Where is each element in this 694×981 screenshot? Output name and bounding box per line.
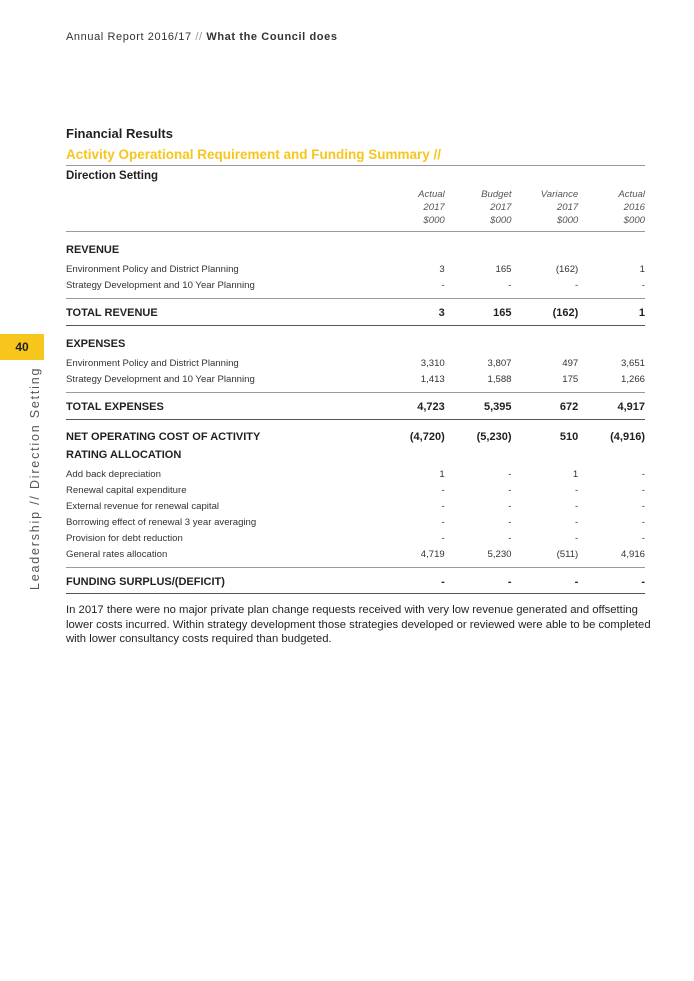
commentary-paragraph: In 2017 there were no major private plan change requests received with very low revenue generated and offsetting lower costs incurred. Within strategy development those strategies developed or reviewed were able to be completed with lower consultancy costs required than budgeted.: [66, 604, 651, 645]
row-value: 4,916: [578, 547, 645, 568]
table-row: [66, 483, 645, 499]
report-title: Annual Report 2016/17: [66, 31, 192, 43]
side-section-label: Leadership // Direction Setting: [28, 366, 42, 590]
row-value: 5,230: [445, 547, 512, 568]
total-value: 4,917: [578, 393, 645, 420]
row-label: Strategy Development and 10 Year Planning: [66, 278, 378, 299]
funding-surplus-row: [66, 568, 645, 594]
funding-value: -: [445, 568, 512, 594]
row-value: -: [441, 517, 445, 528]
column-unit: $000: [578, 214, 645, 232]
net-operating-label: NET OPERATING COST OF ACTIVITY: [66, 431, 261, 443]
column-year: 2016: [623, 202, 645, 213]
row-value: -: [641, 517, 645, 528]
row-value: 3,807: [487, 358, 512, 369]
row-label: Strategy Development and 10 Year Planning: [66, 372, 378, 393]
total-value: (162): [512, 299, 579, 326]
total-value: 3: [378, 299, 445, 326]
row-value: -: [578, 278, 645, 299]
row-value: -: [512, 278, 579, 299]
row-value: -: [575, 517, 579, 528]
financial-summary: [66, 126, 645, 594]
net-operating-value: (5,230): [476, 431, 512, 443]
column-label: Variance: [540, 189, 579, 200]
table-row: [66, 356, 645, 372]
row-value: -: [641, 501, 645, 512]
row-value: 497: [562, 358, 579, 369]
net-operating-value: (4,916): [610, 431, 645, 443]
column-label-row: [66, 186, 645, 201]
row-value: 3,651: [620, 358, 645, 369]
expenses-heading: EXPENSES: [66, 338, 126, 350]
financial-results-heading: Financial Results: [66, 126, 173, 141]
table-row: [66, 262, 645, 278]
activity-summary-heading: Activity Operational Requirement and Funding Summary //: [66, 147, 645, 166]
group-heading: Direction Setting: [66, 170, 159, 182]
row-label: Environment Policy and District Planning: [66, 264, 239, 275]
row-label: External revenue for renewal capital: [66, 501, 220, 512]
row-value: 165: [495, 264, 512, 275]
column-year: 2017: [490, 202, 512, 213]
column-unit: $000: [445, 214, 512, 232]
table-row: [66, 467, 645, 483]
row-value: 3: [439, 264, 445, 275]
total-revenue-row: [66, 299, 645, 326]
row-value: 1: [439, 469, 445, 480]
revenue-heading: REVENUE: [66, 244, 120, 256]
row-value: -: [441, 533, 445, 544]
row-value: -: [441, 485, 445, 496]
rating-heading-row: [66, 445, 645, 467]
summary-table: [66, 186, 645, 594]
section-title: What the Council does: [206, 31, 338, 43]
row-label: General rates allocation: [66, 547, 378, 568]
row-value: -: [508, 517, 512, 528]
row-value: (511): [512, 547, 579, 568]
expenses-heading-row: [66, 326, 645, 357]
column-year: 2017: [423, 202, 445, 213]
row-value: -: [641, 485, 645, 496]
page-number: 40: [15, 340, 29, 354]
row-value: -: [575, 501, 579, 512]
column-year-row: [66, 201, 645, 214]
row-value: (162): [555, 264, 579, 275]
column-unit: $000: [512, 214, 579, 232]
rating-heading: RATING ALLOCATION: [66, 449, 182, 461]
funding-value: -: [578, 568, 645, 594]
net-operating-value: 510: [559, 431, 579, 443]
row-value: 4,719: [378, 547, 445, 568]
column-unit: $000: [378, 214, 445, 232]
row-value: -: [641, 533, 645, 544]
total-value: 4,723: [378, 393, 445, 420]
total-value: 672: [512, 393, 579, 420]
net-operating-row: [66, 420, 645, 446]
column-unit-row: [66, 214, 645, 232]
column-label: Actual: [618, 189, 645, 200]
funding-value: -: [512, 568, 579, 594]
total-label: TOTAL REVENUE: [66, 299, 378, 326]
table-row: [66, 499, 645, 515]
row-value: 1: [572, 469, 579, 480]
row-value: -: [378, 278, 445, 299]
total-value: 165: [445, 299, 512, 326]
table-row: [66, 515, 645, 531]
row-value: 1,588: [445, 372, 512, 393]
row-value: -: [575, 485, 579, 496]
column-year: 2017: [556, 202, 579, 213]
row-value: 3,310: [420, 358, 445, 369]
running-header: [66, 31, 338, 43]
row-value: -: [575, 533, 579, 544]
total-label: TOTAL EXPENSES: [66, 393, 378, 420]
funding-label: FUNDING SURPLUS/(DEFICIT): [66, 568, 378, 594]
revenue-heading-row: [66, 232, 645, 263]
row-value: -: [508, 533, 512, 544]
funding-value: -: [378, 568, 445, 594]
row-value: -: [508, 501, 512, 512]
row-value: 1: [639, 264, 645, 275]
column-label: Actual: [418, 189, 445, 200]
column-label: Budget: [481, 189, 512, 200]
row-value: -: [641, 469, 645, 480]
row-value: 1,266: [578, 372, 645, 393]
table-row: [66, 531, 645, 547]
row-label: Environment Policy and District Planning: [66, 358, 239, 369]
total-expenses-row: [66, 393, 645, 420]
total-value: 5,395: [445, 393, 512, 420]
row-value: -: [441, 501, 445, 512]
total-value: 1: [578, 299, 645, 326]
row-label: Provision for debt reduction: [66, 533, 183, 544]
row-value: -: [445, 278, 512, 299]
table-row: [66, 547, 645, 568]
row-value: -: [508, 485, 512, 496]
row-value: 175: [512, 372, 579, 393]
table-row: [66, 372, 645, 393]
row-value: 1,413: [378, 372, 445, 393]
row-value: -: [508, 469, 512, 480]
row-label: Borrowing effect of renewal 3 year averaging: [66, 517, 257, 528]
table-row: [66, 278, 645, 299]
row-label: Renewal capital expenditure: [66, 485, 187, 496]
net-operating-value: (4,720): [409, 431, 445, 443]
header-separator: //: [195, 31, 203, 43]
row-label: Add back depreciation: [66, 469, 161, 480]
